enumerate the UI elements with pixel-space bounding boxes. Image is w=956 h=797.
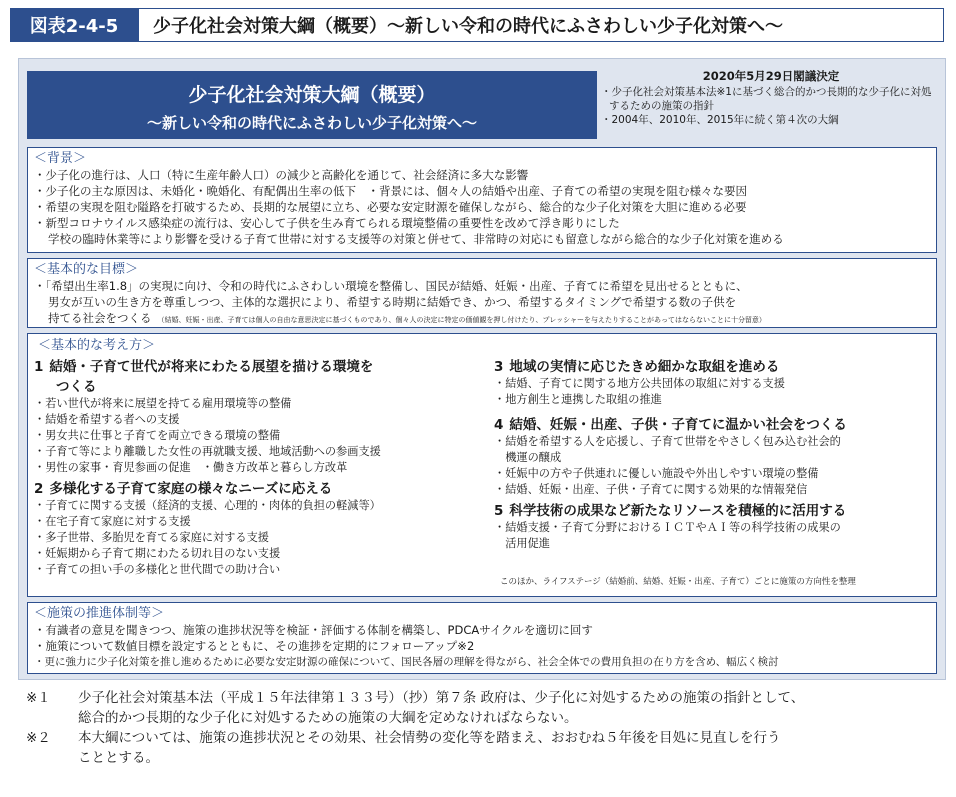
footnote-line: 本大綱については、施策の進捗状況とその効果、社会情勢の変化等を踏まえ、おおむね５年後を目処に見直しを行う [78, 730, 781, 746]
promotion-line: ・更に強力に少子化対策を推し進めるために必要な安定財源の確保について、国民各層の理解を得ながら、社会全体での費用負担の在り方を含め、幅広く検討 [34, 656, 779, 668]
section-label: ＜基本的な考え方＞ [38, 338, 156, 353]
decision-date: 2020年5月29日閣議決定 [702, 69, 840, 83]
figure-header [10, 8, 944, 42]
main-subtitle: ～新しい令和の時代にふさわしい少子化対策へ～ [146, 114, 477, 132]
approach-item: ・結婚、子育てに関する地方公共団体の取組に対する支援 [494, 377, 785, 390]
approach-left-column [34, 356, 480, 578]
approach-item: ・男性の家事・育児参画の促進 ・働き方改革と暮らし方改革 [34, 461, 348, 474]
goal-line: 男女が互いの生き方を尊重しつつ、主体的な選択により、希望する時期に結婚でき、かつ、希望するタイミングで希望する数の子供を [48, 295, 737, 309]
approach-heading-4: 4 結婚、妊娠・出産、子供・子育てに温かい社会をつくる [494, 417, 847, 433]
approach-item: ・子育てに関する支援（経済的支援、心理的・肉体的負担の軽減等） [34, 499, 381, 512]
goal-section [27, 258, 937, 328]
promotion-line: ・有識者の意見を聞きつつ、施策の進捗状況等を検証・評価する体制を構築し、PDCAサイクルを適切に回す [34, 623, 593, 637]
goal-note: （結婚、妊娠・出産、子育ては個人の自由な意思決定に基づくものであり、個々人の決定に特定の価値観を押し付けたり、プレッシャーを与えたりすることがあってはならないことに十分留意） [157, 316, 766, 324]
approach-section [27, 333, 937, 597]
footnote-mark: ※２ [26, 730, 51, 746]
footnote-line: 少子化社会対策基本法（平成１５年法律第１３３号）（抄）第７条 政府は、少子化に対処するための施策の指針として、 [78, 690, 805, 706]
approach-heading-2: 2 多様化する子育て家庭の様々なニーズに応える [34, 481, 333, 497]
approach-item: ・結婚、妊娠・出産、子供・子育てに関する効果的な情報発信 [494, 483, 808, 496]
approach-item: ・妊娠中の方や子供連れに優しい施設や外出しやすい環境の整備 [494, 467, 819, 480]
approach-item: ・妊娠期から子育て期にわたる切れ目のない支援 [34, 547, 281, 560]
section-label: ＜背景＞ [34, 151, 87, 166]
main-title: 少子化社会対策大綱（概要） [188, 84, 436, 106]
figure-tag: 図表2-4-5 [10, 8, 138, 42]
approach-item: ・結婚を希望する人を応援し、子育て世帯をやさしく包み込む社会的 [494, 435, 841, 448]
approach-item: ・結婚を希望する者への支援 [34, 413, 180, 426]
goal-line-with-note [34, 310, 930, 328]
approach-heading-1: 1 結婚・子育て世代が将来にわたる展望を描ける環境を [34, 359, 374, 375]
approach-item: ・結婚支援・子育て分野におけるＩＣＴやＡＩ等の科学技術の成果の [494, 521, 841, 534]
approach-right-column [494, 356, 930, 552]
approach-heading-1-cont: つくる [56, 379, 97, 395]
goal-line: ・「希望出生率1.8」の実現に向け、令和の時代にふさわしい環境を整備し、国民が結婚、妊娠・出産、子育てに希望を見出せるとともに、 [34, 279, 748, 293]
promotion-section [27, 602, 937, 674]
decision-item: ・少子化社会対策基本法※1に基づく総合的かつ長期的な少子化に対処するための施策の指針 [601, 86, 932, 112]
approach-note: このほか、ライフステージ（結婚前、結婚、妊娠・出産、子育て）ごとに施策の方向性を整理 [500, 577, 856, 587]
figure-title: 少子化社会対策大綱（概要）～新しい令和の時代にふさわしい少子化対策へ～ [138, 8, 944, 42]
approach-item: ・若い世代が将来に展望を持てる雇用環境等の整備 [34, 397, 292, 410]
footnote-2 [26, 728, 936, 768]
goal-line: 持てる社会をつくる [48, 311, 152, 325]
approach-heading-5: 5 科学技術の成果など新たなリソースを積極的に活用する [494, 503, 847, 519]
approach-heading-3: 3 地域の実情に応じたきめ細かな取組を進める [494, 359, 780, 375]
approach-item: ・多子世帯、多胎児を育てる家庭に対する支援 [34, 531, 269, 544]
decision-item: ・2004年、2010年、2015年に続く第４次の大綱 [601, 114, 839, 126]
footnote-line: こととする。 [78, 750, 159, 766]
footnote-mark: ※１ [26, 690, 51, 706]
background-line: ・少子化の主な原因は、未婚化・晩婚化、有配偶出生率の低下 ・背景には、個々人の結婚や出産、子育ての希望の実現を阻む様々な要因 [34, 184, 747, 198]
approach-item: ・子育て等により離職した女性の再就職支援、地域活動への参画支援 [34, 445, 381, 458]
footnote-1 [26, 688, 936, 728]
approach-item: ・子育ての担い手の多様化と世代間での助け合い [34, 563, 281, 576]
approach-item: ・地方創生と連携した取組の推進 [494, 393, 662, 406]
outline-panel [18, 58, 946, 680]
approach-item: ・男女共に仕事と子育てを両立できる環境の整備 [34, 429, 281, 442]
promotion-line: ・施策について数値目標を設定するとともに、その進捗を定期的にフォローアップ※2 [34, 639, 475, 653]
main-title-banner [27, 71, 597, 139]
background-line: ・少子化の進行は、人口（特に生産年齢人口）の減少と高齢化を通じて、社会経済に多大な影響 [34, 168, 529, 182]
cabinet-decision [601, 69, 941, 127]
approach-item: 機運の醸成 [494, 451, 562, 464]
approach-item: 活用促進 [494, 537, 550, 550]
approach-item: ・在宅子育て家庭に対する支援 [34, 515, 191, 528]
background-section [27, 147, 937, 253]
background-line: ・新型コロナウイルス感染症の流行は、安心して子供を生み育てられる環境整備の重要性を改めて浮き彫りにした [34, 216, 620, 230]
section-label: ＜施策の推進体制等＞ [34, 606, 165, 621]
section-label: ＜基本的な目標＞ [34, 262, 139, 277]
background-line: ・希望の実現を阻む隘路を打破するため、長期的な展望に立ち、必要な安定財源を確保しながら、総合的な少子化対策を大胆に進める必要 [34, 200, 747, 214]
background-line: 学校の臨時休業等により影響を受ける子育て世帯に対する支援等の対策と併せて、非常時の対応にも留意しながら総合的な少子化対策を進める [48, 232, 784, 246]
footnote-line: 総合的かつ長期的な少子化に対処するための施策の大綱を定めなければならない。 [78, 710, 578, 726]
footnotes [26, 688, 936, 768]
